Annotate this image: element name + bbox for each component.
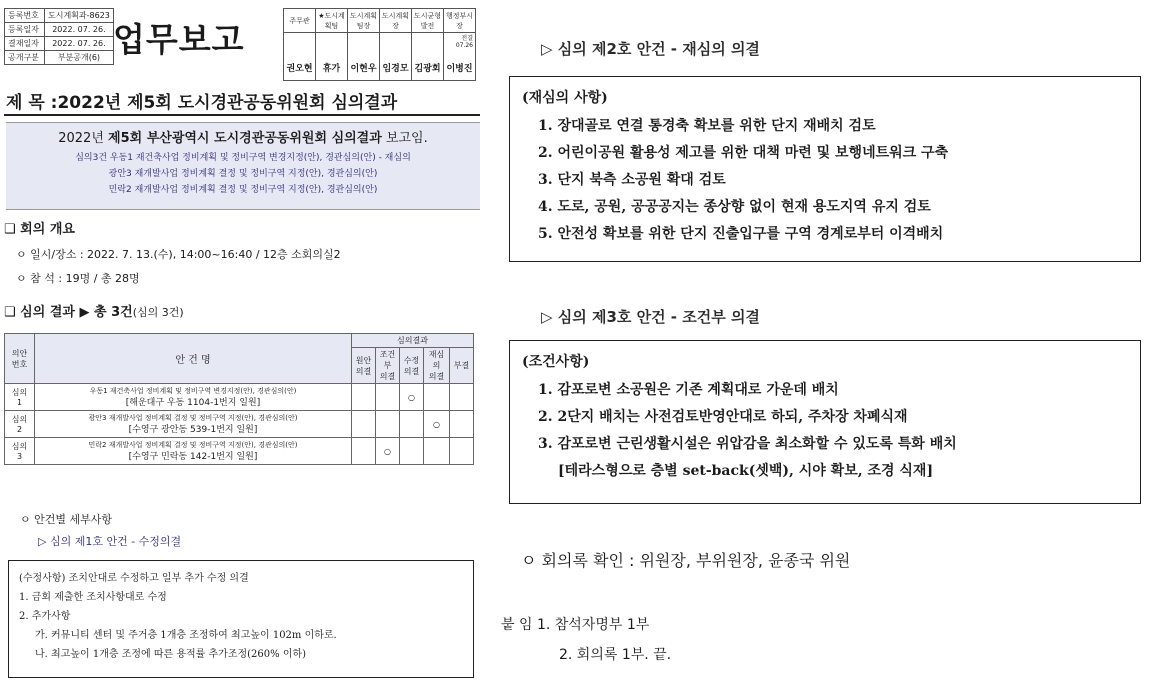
item2-line: 4. 도로, 공원, 공공공지는 종상향 없이 현재 용도지역 유지 검토 (538, 199, 931, 215)
box-subline: 가. 커뮤니티 센터 및 주거층 1개층 조정하여 최고높이 102m 이하로. (35, 630, 337, 641)
col-header-no: 의안 번호 (5, 334, 35, 384)
result-cell (400, 411, 424, 438)
row-item (35, 411, 352, 438)
box-line: 2. 추가사항 (19, 611, 71, 622)
table-row (5, 438, 474, 465)
result-cell: ○ (376, 438, 400, 465)
registration-table (4, 8, 114, 65)
col-subheader: 조건부 의결 (376, 348, 400, 384)
attachments (501, 610, 671, 670)
col-subheader: 재심의 의결 (424, 348, 450, 384)
item3-label: (조건사항) (522, 354, 590, 370)
item2-line: 1. 장대골로 연결 통경축 확보를 위한 단지 재배치 검토 (538, 118, 876, 134)
meta-key: 등록번호 (5, 9, 45, 23)
row-no: 심의 3 (5, 438, 35, 465)
approval-header: ★도시계획팀 (316, 9, 348, 33)
row-item-address: [수영구 광안동 539-1번지 일원] (128, 425, 258, 435)
summary-lead-bold: 제5회 부산광역시 도시경관공동위원회 심의결과 (108, 131, 382, 146)
item3-line: 2. 2단지 배치는 사전검토반영안대로 하되, 주차장 차폐식재 (538, 409, 908, 425)
meta-value: 2022. 07. 26. (45, 23, 114, 37)
table-row (5, 411, 474, 438)
section-heading-overview: ❑ 회의 개요 (4, 222, 75, 237)
result-cell (450, 438, 474, 465)
meta-key: 결재일자 (5, 37, 45, 51)
approver-name: 권오현 (284, 33, 316, 81)
result-cell (352, 384, 376, 411)
subject-divider (4, 114, 480, 116)
attachment-line: 붙 임 1. 참석자명부 1부 (501, 617, 650, 633)
summary-line: 광안3 재개발사업 정비계획 결정 및 정비구역 지정(안), 경관심의(안) (108, 169, 378, 179)
item3-heading: ▷ 심의 제3호 안건 - 조건부 의결 (541, 308, 760, 326)
right-panel (495, 0, 1152, 680)
approver-name: 이병진 (446, 64, 473, 74)
col-header-result: 심의결과 (352, 334, 474, 348)
item3-line: 3. 감포로변 근린생활시설은 위압감을 최소화할 수 있도록 특화 배치 (538, 436, 957, 452)
detail-heading: ㅇ 안건별 세부사항 (20, 513, 113, 526)
row-no: 심의 2 (5, 411, 35, 438)
box-line: 1. 금회 제출한 조치사항대로 수정 (19, 592, 167, 603)
approval-header: 도시균형발전 (412, 9, 444, 33)
approver-name: 휴가 (316, 33, 348, 81)
item2-box (509, 76, 1141, 262)
document-title: 업무보고 (113, 20, 245, 59)
approver-name: 임경모 (380, 33, 412, 81)
approver-name: 이현우 (348, 33, 380, 81)
approver-cell-final (444, 33, 476, 81)
meta-value: 부분공개(6) (45, 51, 114, 65)
approval-header: 도시계획팀장 (348, 9, 380, 33)
row-item-title: 광안3 재개발사업 정비계획 결정 및 정비구역 지정(안), 경관심의(안) (88, 414, 298, 422)
summary-lead (12, 127, 474, 146)
summary-box (6, 122, 480, 210)
result-cell (376, 411, 400, 438)
approval-header: 도시계획장 (380, 9, 412, 33)
row-item-title: 민락2 재개발사업 정비계획 결정 및 정비구역 지정(안), 경관심의(안) (88, 441, 298, 449)
overview-line: ㅇ 일시/장소 : 2022. 7. 13.(수), 14:00~16:40 / 12층 소회의실2 (16, 248, 341, 261)
overview-line: ㅇ 참 석 : 19명 / 총 28명 (16, 272, 140, 285)
meta-key: 등록일자 (5, 23, 45, 37)
results-heading-bold: ❑ 심의 결과 ▶ 총 3건 (4, 305, 133, 320)
result-cell (424, 438, 450, 465)
box-subline: 나. 최고높이 1개층 조정에 따른 용적률 추가조정(260% 이하) (35, 649, 307, 660)
result-cell (450, 411, 474, 438)
result-cell: ○ (400, 384, 424, 411)
col-subheader: 원안 의결 (352, 348, 376, 384)
row-item-address: [해운대구 우동 1104-1번지 일원] (125, 398, 261, 408)
results-heading-light: (심의 3건) (132, 306, 184, 319)
results-table (4, 333, 474, 465)
item3-line: 1. 감포로변 소공원은 기존 계획대로 가운데 배치 (538, 382, 839, 398)
item2-label: (재심의 사항) (522, 90, 608, 106)
approval-header: 주무관 (284, 9, 316, 33)
col-header-item: 안 건 명 (35, 334, 352, 384)
item2-line: 5. 안전성 확보를 위한 단지 진출입구를 구역 경계로부터 이격배치 (538, 226, 944, 242)
item1-conditions-box (8, 560, 474, 678)
approval-table (283, 8, 476, 81)
summary-lead-pre: 2022년 (58, 131, 109, 146)
result-cell (352, 411, 376, 438)
row-item (35, 384, 352, 411)
item2-heading: ▷ 심의 제2호 안건 - 재심의 의결 (541, 40, 760, 58)
approver-name: 김광회 (412, 33, 444, 81)
col-subheader: 수정 의결 (400, 348, 424, 384)
box-line: (수정사항) 조치안대로 수정하고 일부 추가 수정 의결 (19, 573, 249, 584)
meta-key: 공개구분 (5, 51, 45, 65)
result-cell (400, 438, 424, 465)
table-row (5, 384, 474, 411)
summary-lead-post: 보고임. (381, 131, 428, 146)
result-cell (450, 384, 474, 411)
meta-value: 도시계획과-8623 (45, 9, 114, 23)
section-heading-results (4, 301, 184, 320)
left-panel (0, 0, 480, 680)
result-cell: ○ (424, 411, 450, 438)
item2-line: 2. 어린이공원 활용성 제고를 위한 대책 마련 및 보행네트워크 구축 (538, 145, 949, 161)
item2-line: 3. 단지 북측 소공원 확대 검토 (538, 172, 726, 188)
row-no: 심의 1 (5, 384, 35, 411)
result-cell (352, 438, 376, 465)
item3-box (509, 340, 1141, 504)
minutes-confirm: ㅇ 회의록 확인 : 위원장, 부위원장, 윤종국 위원 (521, 551, 851, 570)
col-subheader: 부결 (450, 348, 474, 384)
meta-value: 2022. 07. 26. (45, 37, 114, 51)
summary-line: 심의3건 우동1 재건축사업 정비계획 및 정비구역 변경지정(안), 경관심의(안) - 재심의 (75, 153, 411, 163)
row-item (35, 438, 352, 465)
result-cell (424, 384, 450, 411)
detail-subheading: ▷ 심의 제1호 안건 - 수정의결 (38, 535, 182, 548)
summary-line: 민락2 재개발사업 정비계획 결정 및 정비구역 지정(안), 경관심의(안) (108, 185, 378, 195)
row-item-title: 우동1 재건축사업 정비계획 및 정비구역 변경지정(안), 경관심의(안) (89, 387, 297, 395)
approval-note: 전결 07.26 (455, 35, 473, 49)
row-item-address: [수영구 민락동 142-1번지 일원] (128, 452, 258, 462)
approval-header: 행정부시장 (444, 9, 476, 33)
attachment-line: 2. 회의록 1부. 끝. (559, 647, 672, 663)
item3-extra: [테라스형으로 층별 set-back(셋백), 시야 확보, 조경 식재] (558, 463, 934, 479)
result-cell (376, 384, 400, 411)
subject-line: 제 목 :2022년 제5회 도시경관공동위원회 심의결과 (6, 93, 398, 113)
